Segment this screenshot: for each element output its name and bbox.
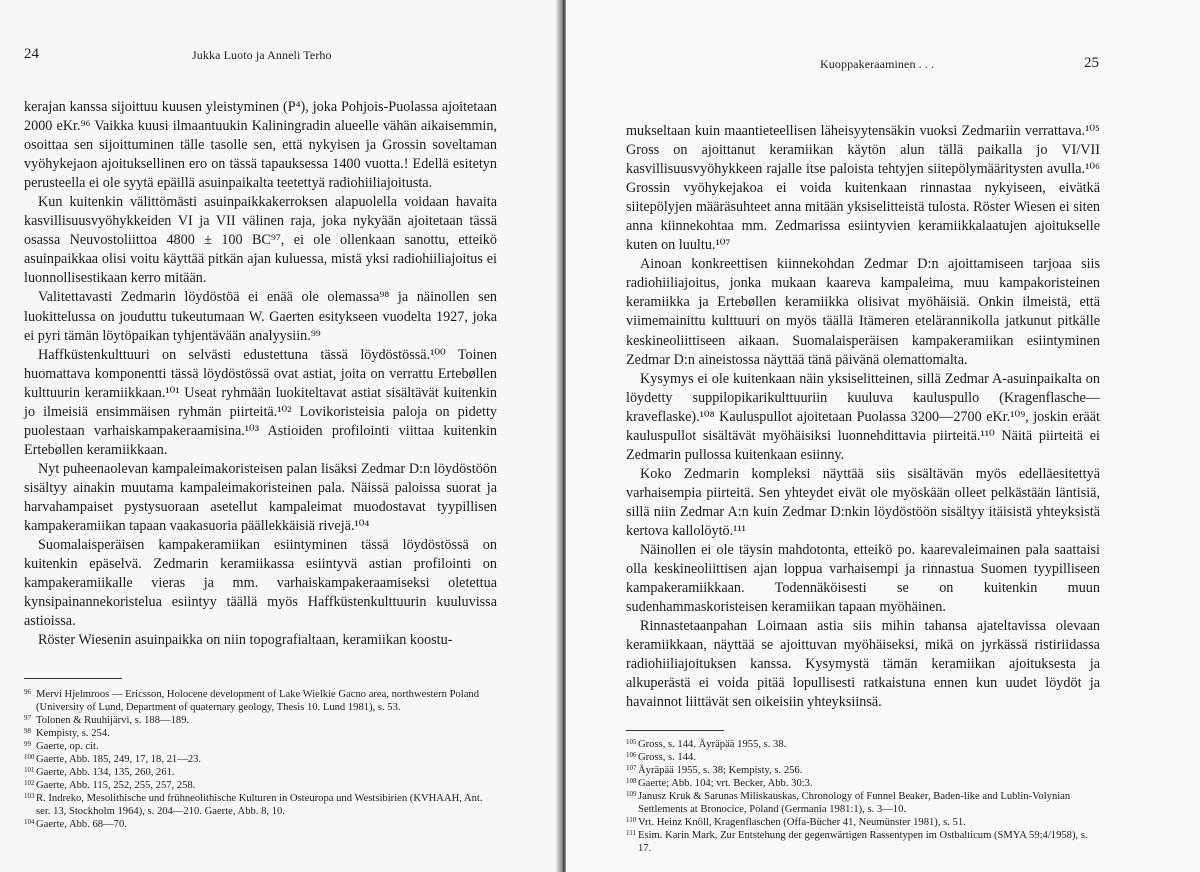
footnote-text: Janusz Kruk & Sarunas Miliskauskas, Chronology of Funnel Beaker, Baden-like and Lublin-Volynian Settlements at Bronocice, Poland (Germania 1981:1), s. 3—10. [638, 791, 1071, 815]
footnote [24, 714, 497, 727]
footnote [626, 829, 1100, 855]
footnote-number: 109 [626, 790, 637, 798]
paragraph: Valitettavasti Zedmarin löydöstöä ei enää ole olemassa⁹⁸ ja näinollen sen luokittelussa on jouduttu tukeutumaan W. Gaerten esitykseen vuodelta 1927, joka ei pyri tämän löytöpaikan tyhjentävään analyysiin.⁹⁹ [24, 289, 497, 344]
footnote-number: 101 [24, 766, 35, 774]
footnote-text: Vrt. Heinz Knöll, Kragenflaschen (Offa-Bücher 41, Neumünster 1981), s. 51. [638, 817, 966, 828]
paragraph: Rinnastetaanpahan Loimaan astia siis mihin tahansa ajateltavissa olevaan keramiikkaan, näyttää se ajoittuvan myöhäiseksi, mikä on jyrkässä ristiriidassa radiohiiliajoituksen kanssa. Kysymystä tämän keramiikan ajoituksesta ja alkuperästä ei voida pitää lopullisesti ratkaistuna ennen kun uudet löydöt ja havainnot liittävät sen oikeisiin yhteyksiinsä. [626, 618, 1100, 711]
footnote-text: Gross, s. 144. Äyräpää 1955, s. 38. [638, 739, 787, 750]
footnote-text: Gaerte, Abb. 185, 249, 17, 18, 21—23. [36, 754, 202, 765]
left-page [0, 0, 560, 872]
footnote-text: Gaerte, op. cit. [36, 741, 99, 752]
main-text [24, 98, 497, 650]
footnote [626, 738, 1100, 751]
footnote-number: 99 [24, 740, 31, 748]
footnote [24, 792, 497, 818]
footnote-rule [626, 730, 724, 731]
footnote [626, 777, 1100, 790]
footnote [626, 816, 1100, 829]
footnote [626, 790, 1100, 816]
footnote [24, 818, 497, 831]
footnote-text: R. Indreko, Mesolithische und frühneolithische Kulturen in Osteuropa und Westsibirien (KVHAAH, Ant. ser. 13, Stockholm 1964), s. 204—210. Gaerte, Abb. 8, 10. [36, 793, 483, 817]
footnote [626, 751, 1100, 764]
footnote-number: 107 [626, 764, 637, 772]
footnotes [626, 738, 1100, 855]
footnote [24, 727, 497, 740]
running-head: Kuoppakeraaminen . . . [820, 57, 935, 71]
footnote-number: 103 [24, 792, 35, 800]
paragraph: mukseltaan kuin maantieteellisen läheisyytensäkin vuoksi Zedmariin verrattava.¹⁰⁵ Gross on ajoittanut keramiikan käytön alun tällä paikalla jo VI/VII kasvillisuusvyöhykkeen rajalle itse paloista tehtyjen siitepölymääritysten avulla.¹⁰⁶ Grossin vyöhykejakoa ei voida kuitenkaan rinnastaa nykyiseen, eivätkä siitepölyjen määräsuhteet anna mitään yksiselitteistä tulosta. Röster Wiesen ei siten anna kiinnekohtaa mm. Zedmarissa esiintyvien keramiikkalaatujen ajoitukselle kuten on luultu.¹⁰⁷ [626, 123, 1100, 254]
footnote-number: 96 [24, 688, 31, 696]
paragraph: Haffküstenkulttuuri on selvästi edustettuna tässä löydöstössä.¹⁰⁰ Toinen huomattava komponentti tässä löydöstössä ovat astiat, joita on verrattu Ertebøllen kulttuurin keramiikkaan.¹⁰¹ Useat ryhmään luokiteltavat astiat sisältävät kuitenkin jo ilmeisiä ensimmäisen ryhmän piirteitä.¹⁰² Lovikoristeisia paloja on pidetty puolestaan varhaiskampakeraamisina.¹⁰³ Astioiden profilointi viittaa kuitenkin Ertebøllen keramiikkaan. [24, 346, 497, 458]
paragraph: Ainoan konkreettisen kiinnekohdan Zedmar D:n ajoittamiseen tarjoaa siis radiohiiliajoitus, jonka mukaan kaareva kampaleima, muu kampakoristeinen keramiikka ja Ertebøllen keramiikka olisivat myöhäisiä. Onkin ilmeistä, että viimemainittu kulttuuri on myös täällä Itämeren etelärannikolla jatkunut pitkälle keskineoliittiseen aikaan. Suomalaisperäisen kampakeramiikan esiintyminen Zedmar D:n aineistossa näyttää tänä päivänä olemattomalta. [626, 256, 1100, 368]
page-number: 25 [1084, 55, 1099, 71]
footnote-number: 106 [626, 751, 637, 759]
footnote [24, 688, 497, 714]
footnote [24, 779, 497, 792]
paragraph: Röster Wiesenin asuinpaikka on niin topografialtaan, keramiikan koostu- [38, 632, 453, 649]
footnote-number: 102 [24, 779, 35, 787]
footnote-number: 100 [24, 753, 35, 761]
main-text [626, 122, 1100, 712]
footnote-number: 110 [626, 816, 637, 824]
footnote-number: 108 [626, 777, 637, 785]
footnote-text: Äyräpää 1955, s. 38; Kempisty, s. 256. [638, 765, 803, 776]
footnote-text: Gaerte, Abb. 115, 252, 255, 257, 258. [36, 780, 196, 791]
footnote [626, 764, 1100, 777]
footnote-number: 97 [24, 714, 31, 722]
footnote-rule [24, 678, 122, 679]
footnote-number: 105 [626, 738, 637, 746]
paragraph: Koko Zedmarin kompleksi näyttää siis sisältävän myös edelläesitettyä varhaisempia piirteitä. Sen yhteydet eivät ole myöskään olleet pelkästään läntisiä, sillä niin Zedmar A:n kuin Zedmar D:nkin löydöstöön sisältyy itäisistä yhteyksistä kertova kallolöytö.¹¹¹ [626, 465, 1100, 539]
footnote-number: 111 [626, 829, 636, 837]
footnote-number: 98 [24, 727, 31, 735]
footnote-number: 104 [24, 818, 35, 826]
footnotes [24, 688, 497, 831]
footnote [24, 766, 497, 779]
paragraph: Nyt puheenaolevan kampaleimakoristeisen palan lisäksi Zedmar D:n löydöstöön sisältyy ainakin muutama kampaleimakoristeinen pala. Näissä paloissa suorat ja harvahampaiset pystysuoraan asetellut kampaleimat muodostavat tyypillisen kampakeramiikan tapaan vaakasuoria päällekkäisiä rivejä.¹⁰⁴ [24, 460, 497, 535]
paragraph: kerajan kanssa sijoittuu kuusen yleistyminen (P⁴), joka Pohjois-Puolassa ajoitetaan 2000 eKr.⁹⁶ Vaikka kuusi ilmaantuukin Kaliningradin alueelle vähän aikaisemmin, osoittaa sen sijoittuminen tälle tasolle sen, että nykyisen ja Grossin soveltaman vyöhykejaon ajoituksellinen ero on tässä tapauksessa 1400 vuotta.! Edellä esitetyn perusteella ei ole syytä epäillä asuinpaikalta teetettyä radiohiiliajoitusta. [24, 99, 497, 192]
paragraph: Kysymys ei ole kuitenkaan näin yksiselitteinen, sillä Zedmar A-asuinpaikalta on löydetty suppilopikarikulttuuriin kuuluva kauluspullo (Kragenflasche—kraveflaske).¹⁰⁸ Kauluspullot ajoitetaan Puolassa 3200—2700 eKr.¹⁰⁹, joskin eräät kauluspullot sisältävät myöhäisiksi luonnehdittavia piirteitä.¹¹⁰ Näitä piirteitä ei Zedmarin pullossa kuitenkaan esiinny. [626, 370, 1100, 463]
paragraph: Näinollen ei ole täysin mahdotonta, etteikö po. kaarevaleimainen pala saattaisi olla keskineoliittisen ajan loppua varhaisempi ja rinnastua Suomen tyypilliseen kampakeramiikkaan. Todennäköisesti se on kuitenkin muun sudenhammaskoristeisen keramiikan tapaan myöhäinen. [626, 542, 1100, 616]
footnote-text: Kempisty, s. 254. [36, 728, 110, 739]
footnote-text: Gross, s. 144. [638, 752, 696, 763]
right-page [566, 0, 1200, 872]
page-number: 24 [24, 46, 39, 62]
running-head: Jukka Luoto ja Anneli Terho [192, 48, 332, 62]
footnote-text: Gaerte; Abb. 104; vrt. Becker, Abb. 30:3. [638, 778, 813, 789]
paragraph: Kun kuitenkin välittömästi asuinpaikkakerroksen alapuolella voidaan havaita kasvillisuusvyöhykkeiden VI ja VII välinen raja, joka nykyään ajoitetaan tässä osassa Neuvostoliittoa 4800 ± 100 BC⁹⁷, ei ole ollenkaan sanottu, etteikö asuinpaikkaa olisi voitu käyttää pitkän ajan kuluessa, mistä yksi radiohiiliajoitus ei luonnollisestikaan kerro mitään. [24, 194, 497, 287]
footnote-text: Gaerte, Abb. 134, 135, 260, 261. [36, 767, 175, 778]
footnote-text: Mervi Hjelmroos — Ericsson, Holocene development of Lake Wielkie Gacno area, northwestern Poland (University of Lund, Department of quaternary geology, Thesis 10. Lund 1981), s. 53. [36, 689, 480, 713]
footnote [24, 740, 497, 753]
footnote-text: Esim. Karin Mark, Zur Entstehung der gegenwärtigen Rassentypen im Ostbalticum (SMYA 59:4/1958), s. 17. [638, 830, 1088, 854]
footnote-text: Tolonen & Ruuhijärvi, s. 188—189. [36, 715, 190, 726]
paragraph: Suomalaisperäisen kampakeramiikan esiintyminen tässä löydöstössä on kuitenkin epäselvä. Zedmarin keramiikassa esiintyvä astian profilointi on kampakeramiikalle vieras ja mm. varhaiskampakeraamiseksi oletettua kynsipainannekoristelua esiintyy täällä myös Haffküstenkulttuurin kuuluvissa astioissa. [24, 537, 497, 630]
footnote [24, 753, 497, 766]
footnote-text: Gaerte, Abb. 68—70. [36, 819, 127, 830]
